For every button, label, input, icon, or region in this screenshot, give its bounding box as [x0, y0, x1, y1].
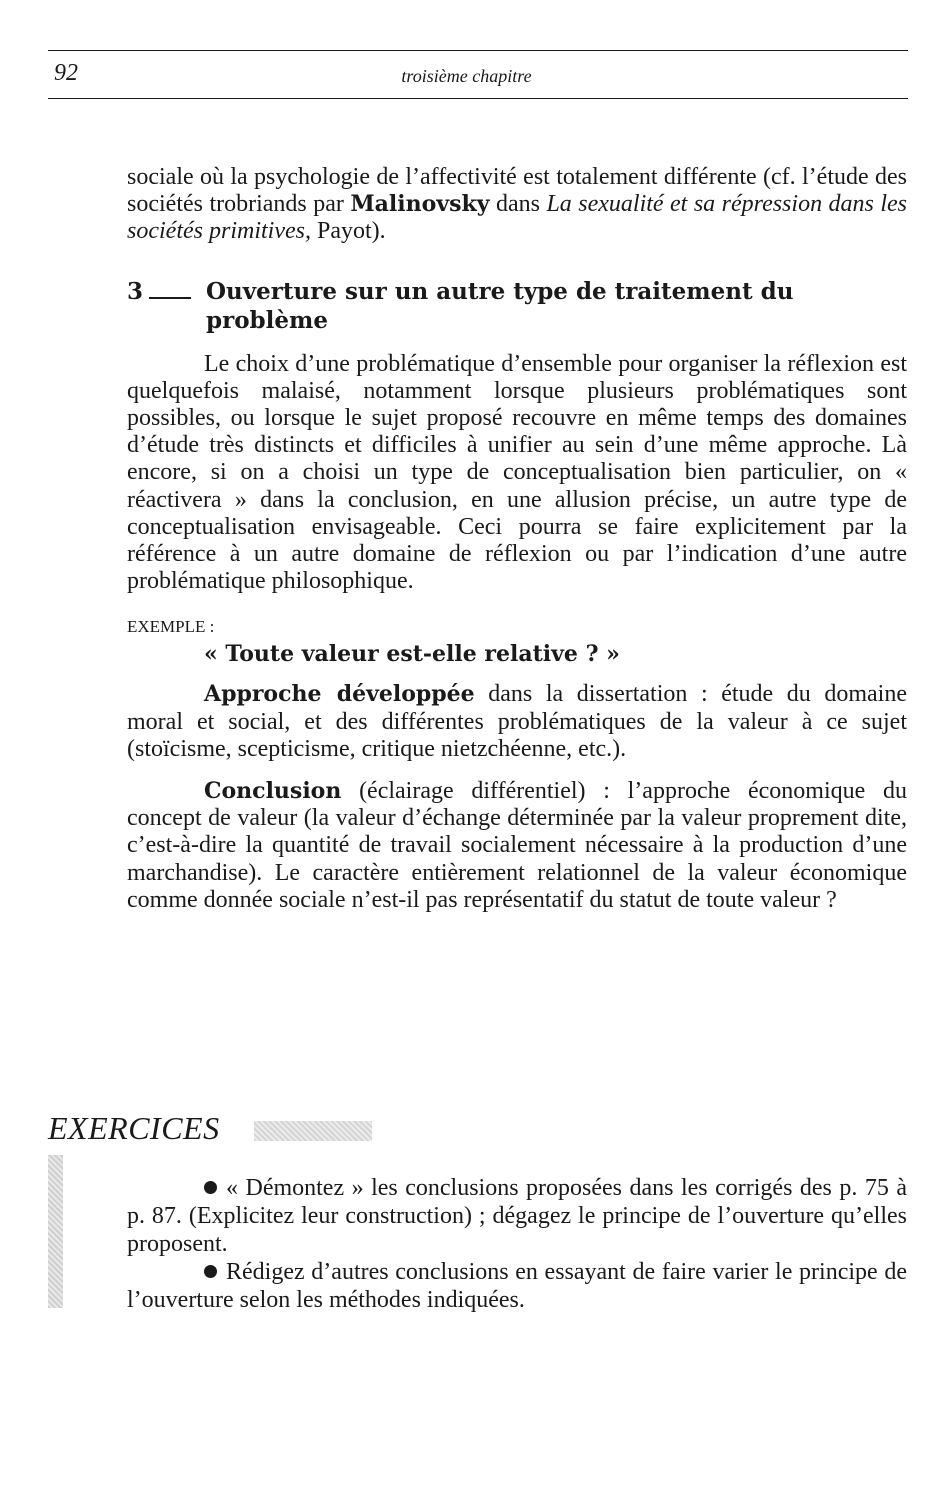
- example-label: EXEMPLE :: [127, 617, 215, 637]
- section-dash: [149, 297, 191, 299]
- page-number: 92: [54, 60, 78, 86]
- exercises-side-bar: [48, 1155, 63, 1308]
- book-title: La sexualité et sa répression dans les sociétés primitives,: [127, 191, 907, 245]
- opening-text-3: Payot).: [310, 218, 386, 245]
- exercise-item: [127, 1174, 907, 1258]
- section-number: 3: [127, 277, 144, 305]
- bullet-icon: [204, 1181, 217, 1194]
- section-heading: [127, 277, 907, 335]
- opening-text-2: dans: [489, 191, 547, 218]
- exercises-title-bar: [254, 1121, 372, 1141]
- body-text: [127, 164, 907, 914]
- header-bottom-rule: [48, 98, 908, 99]
- author-name: Malinovsky: [350, 191, 490, 218]
- exercise-text: Rédigez d’autres conclusions en essayant de faire varier le principe de l’ouverture selon les méthodes indiquées.: [127, 1259, 907, 1313]
- section-title: Ouverture sur un autre type de traitement du problème: [206, 277, 794, 334]
- approach-paragraph: [127, 681, 907, 763]
- exercises-title: EXERCICES: [48, 1110, 220, 1146]
- header-top-rule: [48, 50, 908, 51]
- conclusion-text: (éclairage différentiel) : l’approche économique du concept de valeur (la valeur d’échange déterminée par la valeur proprement dite, c’est-à-dire la quantité de travail socialement nécessaire à la production d’une marchandise). Le caractère entièrement relationnel de la valeur économique comme donnée sociale n’est-il pas représentatif du statut de toute valeur ?: [127, 778, 907, 913]
- approach-text: dans la dissertation : étude du domaine moral et social, et des différentes problématiques de la valeur à ce sujet (stoïcisme, scepticisme, critique nietzchéenne, etc.).: [127, 681, 907, 762]
- opening-paragraph: [127, 164, 907, 246]
- bullet-icon: [204, 1265, 217, 1278]
- conclusion-paragraph: [127, 778, 907, 914]
- conclusion-label: Conclusion: [204, 778, 342, 805]
- exercises-list: [127, 1174, 907, 1314]
- example-title: « Toute valeur est-elle relative ? »: [204, 641, 620, 668]
- running-head: troisième chapitre: [401, 66, 532, 86]
- section-paragraph: Le choix d’une problématique d’ensemble pour organiser la réflexion est quelquefois malaisé, notamment lorsque plusieurs problématiques sont possibles, ou lorsque le sujet proposé recouvre en même temps des domaines d’étude très distincts et difficiles à unifier au sein d’une même approche. Là encore, si on a choisi un type de conceptualisation bien particulier, on « réactivera » dans la conclusion, en une allusion précise, un autre type de conceptualisation envisageable. Ceci pourra se faire explicitement par la référence à un autre domaine de réflexion ou par l’indication d’une autre problématique philosophique.: [127, 350, 907, 595]
- opening-text: sociale où la psychologie de l’affectivité est totalement différente (cf. l’étude des sociétés trobriands par: [127, 164, 907, 218]
- exercise-item: [127, 1258, 907, 1314]
- exercise-text: « Démontez » les conclusions proposées dans les corrigés des p. 75 à p. 87. (Explicitez leur construction) ; dégagez le principe de l’ouverture qu’elles proposent.: [127, 1175, 907, 1257]
- approach-label: Approche développée: [204, 681, 475, 708]
